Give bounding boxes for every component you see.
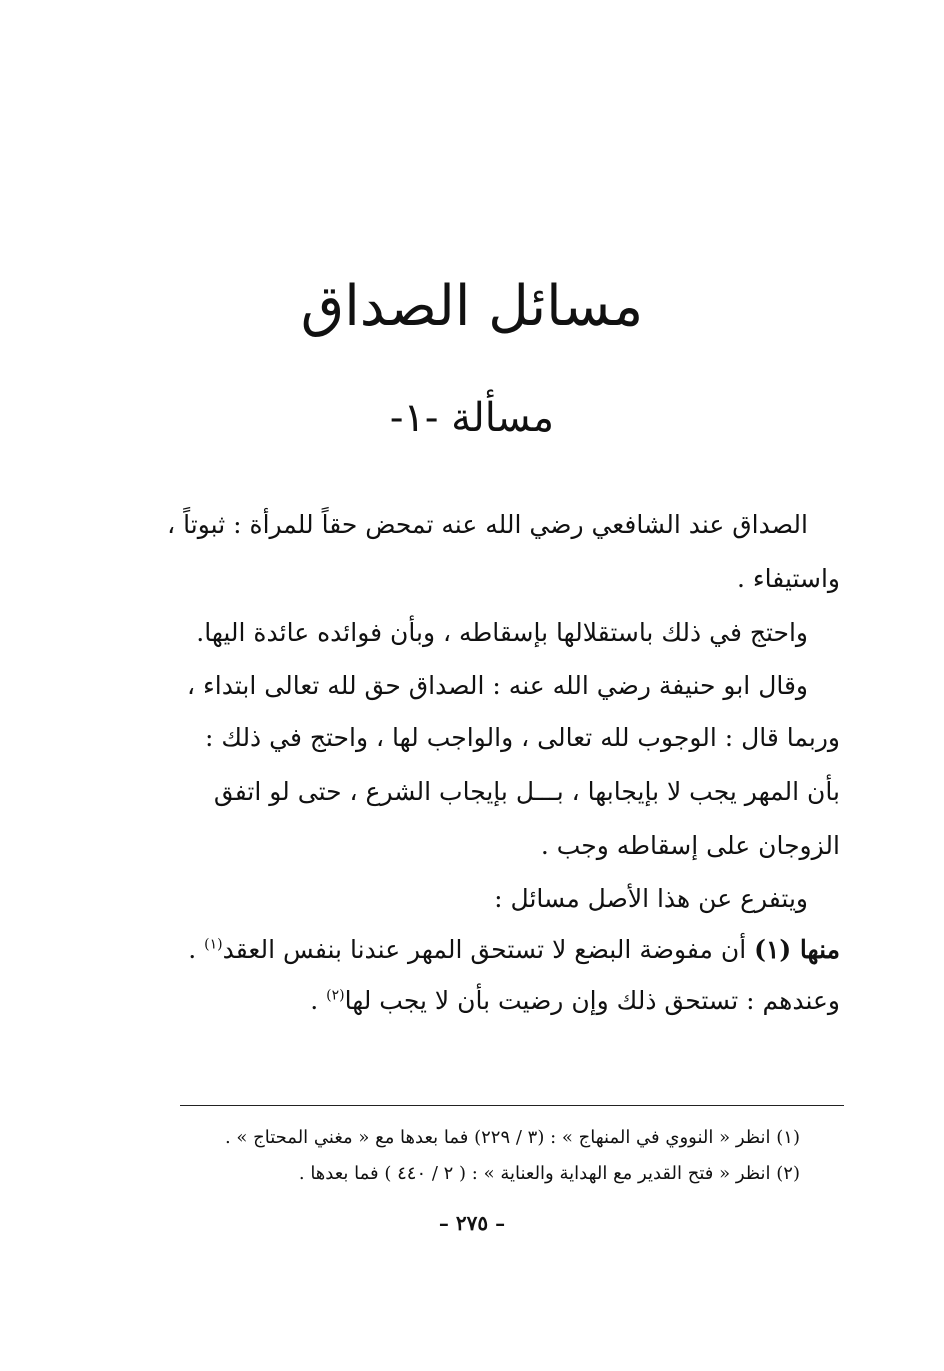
issue-two-text: وعندهم : تستحق ذلك وإن رضيت بأن لا يجب لها bbox=[344, 986, 840, 1015]
issue-one-line bbox=[150, 924, 840, 975]
issue-two-end: . bbox=[310, 986, 319, 1015]
paragraph-line: بأن المهر يجب لا بإيجابها ، بـــل بإيجاب الشرع ، حتى لو اتفق bbox=[213, 777, 840, 806]
paragraph-line: وقال ابو حنيفة رضي الله عنه : الصداق حق لله تعالى ابتداء ، bbox=[187, 671, 808, 700]
paragraph-line: ويتفرع عن هذا الأصل مسائل : bbox=[494, 884, 808, 913]
footnote-item: (١) انظر « النووي في المنهاج » : (٣ / ٢٢٩) فما بعدها مع « مغني المحتاج » . bbox=[224, 1127, 800, 1148]
main-text bbox=[150, 498, 840, 1026]
chapter-title: مسائل الصداق bbox=[300, 274, 644, 339]
footnotes bbox=[180, 1120, 800, 1192]
issue-two-line bbox=[150, 975, 840, 1026]
footnote-divider bbox=[180, 1105, 844, 1106]
paragraph-line: الصداق عند الشافعي رضي الله عنه تمحض حقاً للمرأة : ثبوتاً ، bbox=[167, 510, 808, 539]
issue-one-end: . bbox=[188, 935, 197, 964]
paragraph-line: واستيفاء . bbox=[737, 564, 840, 593]
issue-one-text: أن مفوضة البضع لا تستحق المهر عندنا بنفس العقد bbox=[222, 935, 747, 964]
footnote-item: (٢) انظر « فتح القدير مع الهداية والعناية » : ( ٢ / ٤٤٠ ) فما بعدها . bbox=[298, 1163, 800, 1184]
footnote-ref-2: (٢) bbox=[326, 987, 345, 1004]
footnote-ref-1: (١) bbox=[204, 936, 223, 953]
paragraph-line: واحتج في ذلك باستقلالها بإسقاطه ، وبأن فوائده عائدة اليها. bbox=[196, 618, 808, 647]
issue-one-label: منها (١) bbox=[754, 935, 840, 964]
page-number: – ٢٧٥ – bbox=[438, 1211, 506, 1235]
paragraph-line: الزوجان على إسقاطه وجب . bbox=[540, 831, 840, 860]
paragraph-line: وربما قال : الوجوب لله تعالى ، والواجب لها ، واحتج في ذلك : bbox=[205, 723, 840, 752]
issue-title: مسألة -١- bbox=[389, 395, 555, 441]
